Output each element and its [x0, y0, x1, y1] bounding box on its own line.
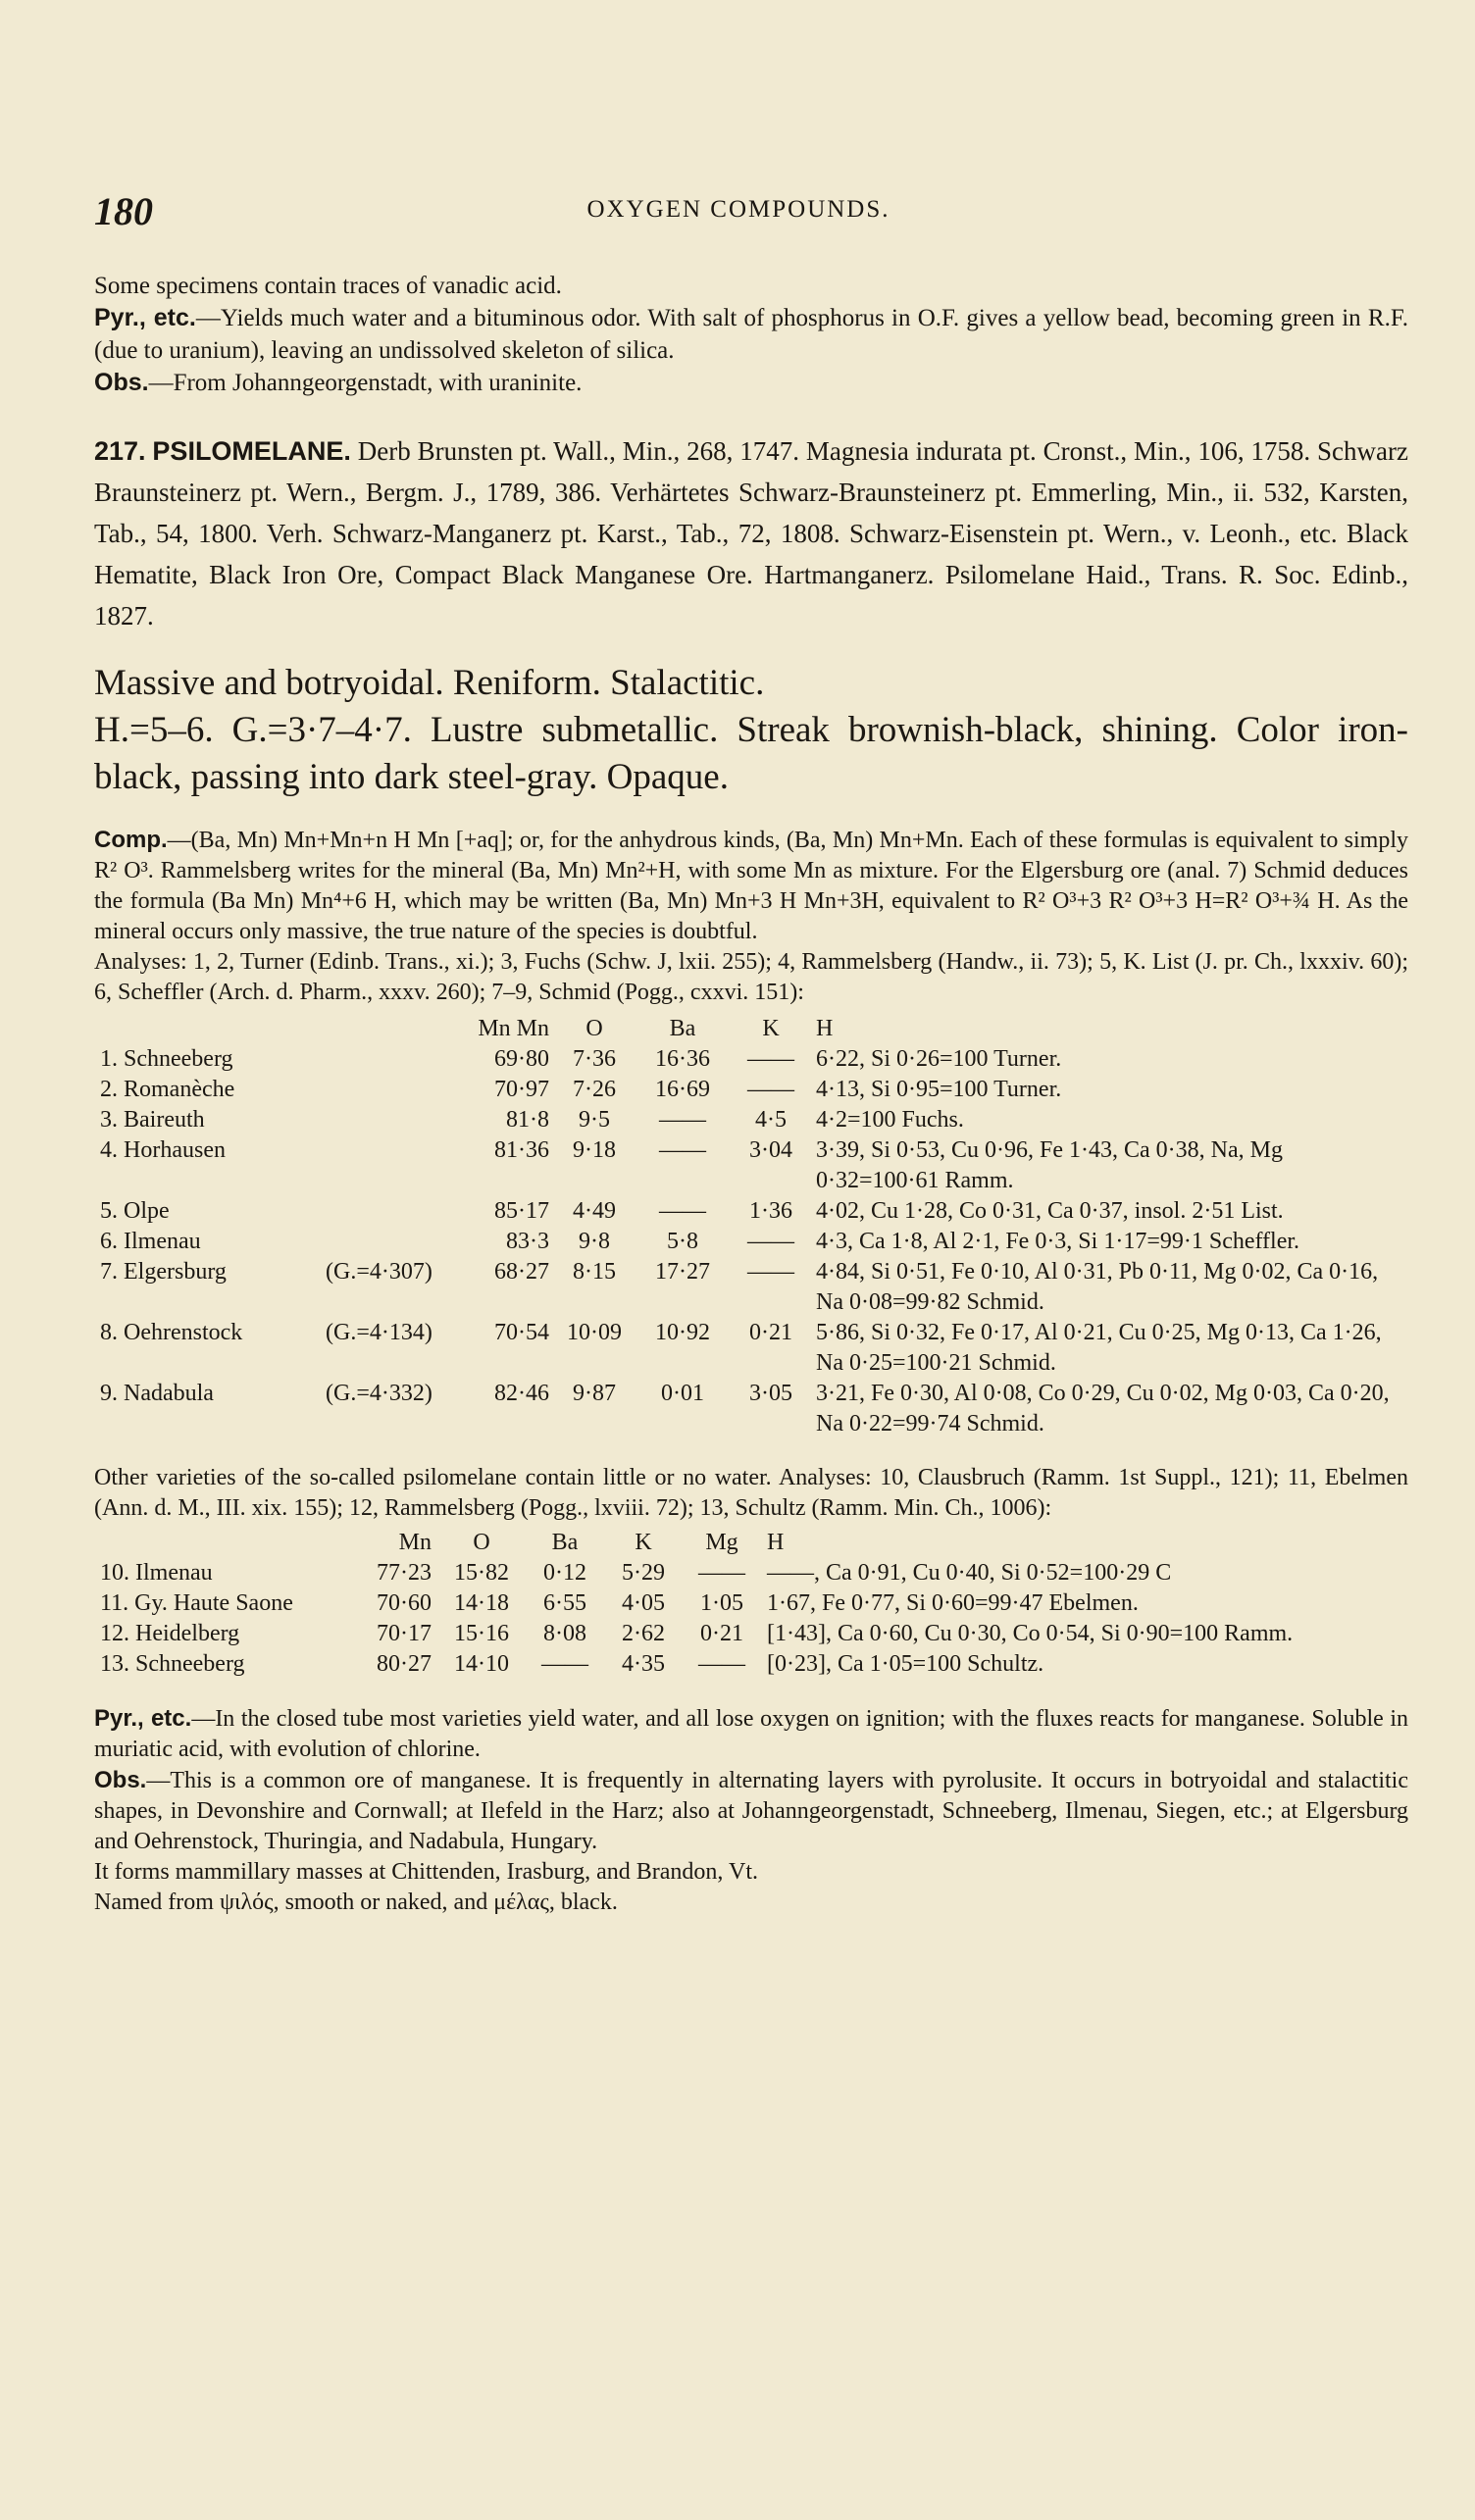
page-body [94, 270, 1408, 1918]
row-ba: 6·55 [543, 1590, 586, 1616]
row-ba: —— [541, 1651, 588, 1677]
row-k: 1·36 [749, 1198, 792, 1224]
row-rest: 6·22, Si 0·26=100 Turner. [816, 1046, 1062, 1072]
row-k: 3·04 [749, 1137, 792, 1163]
row-mn: 81·8 [506, 1107, 549, 1133]
row-locality: 11. Gy. Haute Saone [100, 1590, 293, 1616]
table-row [94, 1196, 1408, 1227]
page-header [65, 188, 1412, 247]
page-number: 180 [94, 189, 153, 233]
row-gravity [320, 1075, 467, 1105]
row-o: 15·16 [454, 1621, 509, 1646]
row-k: 5·29 [622, 1560, 665, 1586]
row-ba: —— [659, 1107, 706, 1133]
row-o: 15·82 [454, 1560, 509, 1586]
row-ba: 16·36 [655, 1046, 710, 1072]
composition-label: Comp. [94, 827, 168, 853]
row-k: 4·05 [622, 1590, 665, 1616]
row-rest: [0·23], Ca 1·05=100 Schultz. [767, 1651, 1044, 1677]
table-row [94, 1105, 1408, 1135]
row-ba: 8·08 [543, 1621, 586, 1646]
row-rest: 4·13, Si 0·95=100 Turner. [816, 1077, 1062, 1102]
species-synonymy: Derb Brunsten pt. Wall., Min., 268, 1747. Magnesia indurata pt. Cronst., Min., 106, 1758. Schwarz Braunsteinerz pt. Wern., Bergm. J., 1789, 386. Verhärtetes Schwarz-Braunsteinerz pt. Emmerling, Min., ii. 532, Karsten, Tab., 54, 1800. Verh. Schwarz-Manganerz pt. Karst., Tab., 72, 1808. Schwarz-Eisenstein pt. Wern., v. Leonh., etc. Black Hematite, Black Iron Ore, Compact Black Manganese Ore. Hartmanganerz. Psilomelane Haid., Trans. R. Soc. Edinb., 1827. [94, 436, 1408, 630]
row-locality: 1. Schneeberg [100, 1046, 233, 1072]
obs-label: Obs. [94, 1767, 147, 1793]
row-o: 14·18 [454, 1590, 509, 1616]
row-ba: 5·8 [667, 1229, 698, 1254]
analyses-table-1 [94, 1014, 1408, 1439]
prev-pyr-label: Pyr., etc. [94, 304, 196, 331]
row-gravity [320, 1135, 467, 1196]
col-header: K [635, 1530, 652, 1555]
prev-obs-text: —From Johanngeorgenstadt, with uraninite. [148, 370, 583, 396]
table-row [94, 1379, 1408, 1439]
row-rest: 4·84, Si 0·51, Fe 0·10, Al 0·31, Pb 0·11, Mg 0·02, Ca 0·16, Na 0·08=99·82 Schmid. [816, 1259, 1379, 1315]
row-locality: 12. Heidelberg [100, 1621, 240, 1646]
row-mn: 81·36 [494, 1137, 549, 1163]
row-mg: 1·05 [700, 1590, 743, 1616]
row-mn: 82·46 [494, 1381, 549, 1406]
row-locality: 4. Horhausen [100, 1137, 226, 1163]
row-gravity: (G.=4·307) [326, 1259, 432, 1285]
col-header: Ba [551, 1530, 579, 1555]
col-header: O [473, 1530, 490, 1555]
table2-header [94, 1528, 1408, 1558]
row-k: —— [747, 1046, 794, 1072]
row-rest: ——, Ca 0·91, Cu 0·40, Si 0·52=100·29 C [767, 1560, 1172, 1586]
row-locality: 9. Nadabula [100, 1381, 214, 1406]
col-header: O [585, 1016, 603, 1041]
prev-pyr-text: —Yields much water and a bituminous odor. With salt of phosphorus in O.F. gives a yellow bead, becoming green in R.F. (due to uranium), leaving an undissolved skeleton of silica. [94, 305, 1408, 364]
row-k: —— [747, 1229, 794, 1254]
row-mn: 83·3 [506, 1229, 549, 1254]
table-row [94, 1558, 1408, 1588]
row-ba: 17·27 [655, 1259, 710, 1285]
row-o: 4·49 [573, 1198, 616, 1224]
row-locality: 6. Ilmenau [100, 1229, 201, 1254]
table-row [94, 1227, 1408, 1257]
obs-line3: Named from ψιλός, smooth or naked, and μέλας, black. [94, 1890, 618, 1915]
row-mn: 85·17 [494, 1198, 549, 1224]
col-header: H [816, 1016, 834, 1041]
description-line2: H.=5–6. G.=3·7–4·7. Lustre submetallic. Streak brownish-black, shining. Color iron-black, passing into dark steel-gray. Opaque. [94, 710, 1408, 797]
row-mn: 70·54 [494, 1320, 549, 1345]
row-o: 14·10 [454, 1651, 509, 1677]
analyses-table-2 [94, 1528, 1408, 1680]
row-locality: 5. Olpe [100, 1198, 170, 1224]
row-o: 8·15 [573, 1259, 616, 1285]
other-varieties: Other varieties of the so-called psilomelane contain little or no water. Analyses: 10, Clausbruch (Ramm. 1st Suppl., 121); 11, Ebelmen (Ann. d. M., III. xix. 155); 12, Rammelsberg (Pogg., lxviii. 72); 13, Schultz (Ramm. Min. Ch., 1006): [94, 1465, 1408, 1521]
row-k: —— [747, 1259, 794, 1285]
row-gravity [320, 1196, 467, 1227]
row-rest: 4·2=100 Fuchs. [816, 1107, 964, 1133]
row-rest: 1·67, Fe 0·77, Si 0·60=99·47 Ebelmen. [767, 1590, 1139, 1616]
table-row [94, 1318, 1408, 1379]
obs-line2: It forms mammillary masses at Chittenden, Irasburg, and Brandon, Vt. [94, 1859, 758, 1885]
table-row [94, 1619, 1408, 1649]
row-o: 9·87 [573, 1381, 616, 1406]
row-gravity [320, 1227, 467, 1257]
row-locality: 10. Ilmenau [100, 1560, 213, 1586]
prev-pyr [94, 302, 1408, 367]
row-locality: 2. Romanèche [100, 1077, 235, 1102]
row-o: 7·36 [573, 1046, 616, 1072]
row-rest: [1·43], Ca 0·60, Cu 0·30, Co 0·54, Si 0·90=100 Ramm. [767, 1621, 1294, 1646]
row-locality: 3. Baireuth [100, 1107, 205, 1133]
row-ba: 0·01 [661, 1381, 704, 1406]
col-header: K [762, 1016, 780, 1041]
table-row [94, 1257, 1408, 1318]
running-title: OXYGEN COMPOUNDS. [586, 196, 890, 223]
row-mn: 77·23 [377, 1560, 432, 1586]
row-k: —— [747, 1077, 794, 1102]
species-number: 217. [94, 436, 146, 466]
row-rest: 3·39, Si 0·53, Cu 0·96, Fe 1·43, Ca 0·38, Na, Mg 0·32=100·61 Ramm. [816, 1137, 1283, 1193]
row-o: 10·09 [567, 1320, 622, 1345]
row-ba: 0·12 [543, 1560, 586, 1586]
row-gravity: (G.=4·134) [326, 1320, 432, 1345]
row-mn: 68·27 [494, 1259, 549, 1285]
obs-paragraph [94, 1765, 1408, 1857]
row-gravity [320, 1044, 467, 1075]
species-heading [94, 430, 1408, 636]
composition [94, 825, 1408, 947]
row-o: 9·18 [573, 1137, 616, 1163]
row-k: 0·21 [749, 1320, 792, 1345]
page [65, 0, 1412, 2520]
table-row [94, 1649, 1408, 1680]
composition-text: —(Ba, Mn) Mn+Mn+n H Mn [+aq]; or, for the anhydrous kinds, (Ba, Mn) Mn+Mn. Each of these formulas is equivalent to simply R² O³. Rammelsberg writes for the mineral (Ba, Mn) Mn²+H, with some Mn as mixture. For the Elgersburg ore (anal. 7) Schmid deduces the formula (Ba Mn) Mn⁴+6 H, which may be written (Ba, Mn) Mn+3 H Mn+3H, equivalent to R² O³+3 R² O³+3 H=R² O³+¾ H. As the mineral occurs only massive, the true nature of the species is doubtful. [94, 828, 1408, 944]
row-locality: 8. Oehrenstock [100, 1320, 243, 1345]
species-name: PSILOMELANE. [152, 436, 351, 466]
pyr-label: Pyr., etc. [94, 1705, 192, 1732]
row-o: 7·26 [573, 1077, 616, 1102]
analyses-intro: Analyses: 1, 2, Turner (Edinb. Trans., xi.); 3, Fuchs (Schw. J, lxii. 255); 4, Rammelsberg (Handw., ii. 73); 5, K. List (J. pr. Ch., lxxxiv. 60); 6, Scheffler (Arch. d. Pharm., xxxv. 260); 7–9, Schmid (Pogg., cxxvi. 151): [94, 949, 1408, 1005]
row-k: 4·35 [622, 1651, 665, 1677]
row-gravity: (G.=4·332) [326, 1381, 432, 1406]
row-k: 2·62 [622, 1621, 665, 1646]
table-row [94, 1044, 1408, 1075]
row-o: 9·8 [579, 1229, 610, 1254]
prev-obs [94, 367, 1408, 399]
row-mn: 70·60 [377, 1590, 432, 1616]
col-header: Mg [705, 1530, 738, 1555]
row-mn: 80·27 [377, 1651, 432, 1677]
table-row [94, 1135, 1408, 1196]
row-gravity [320, 1105, 467, 1135]
prev-line: Some specimens contain traces of vanadic acid. [94, 273, 562, 299]
prev-obs-label: Obs. [94, 369, 149, 396]
col-header: Mn [398, 1530, 432, 1555]
pyr-paragraph [94, 1703, 1408, 1765]
row-k: 4·5 [755, 1107, 787, 1133]
table-row [94, 1075, 1408, 1105]
row-ba: —— [659, 1198, 706, 1224]
pyr-text: —In the closed tube most varieties yield water, and all lose oxygen on ignition; with the fluxes reacts for manganese. Soluble in muriatic acid, with evolution of chlorine. [94, 1706, 1409, 1762]
row-ba: 10·92 [655, 1320, 710, 1345]
description-line1: Massive and botryoidal. Reniform. Stalactitic. [94, 663, 765, 703]
col-header: H [767, 1530, 785, 1555]
row-rest: 4·3, Ca 1·8, Al 2·1, Fe 0·3, Si 1·17=99·1 Scheffler. [816, 1229, 1300, 1254]
row-k: 3·05 [749, 1381, 792, 1406]
row-locality: 7. Elgersburg [100, 1259, 227, 1285]
table1-header [94, 1014, 1408, 1044]
obs-text: —This is a common ore of manganese. It is frequently in alternating layers with pyrolusite. It occurs in botryoidal and stalactitic shapes, in Devonshire and Cornwall; at Ilefeld in the Harz; also at Johanngeorgenstadt, Schneeberg, Ilmenau, Siegen, etc.; at Elgersburg and Oehrenstock, Thuringia, and Nadabula, Hungary. [94, 1768, 1408, 1854]
row-rest: 5·86, Si 0·32, Fe 0·17, Al 0·21, Cu 0·25, Mg 0·13, Ca 1·26, Na 0·25=100·21 Schmid. [816, 1320, 1382, 1376]
row-locality: 13. Schneeberg [100, 1651, 245, 1677]
row-ba: 16·69 [655, 1077, 710, 1102]
row-mg: —— [698, 1560, 745, 1586]
col-header: Ba [669, 1016, 696, 1041]
row-mn: 69·80 [494, 1046, 549, 1072]
row-rest: 4·02, Cu 1·28, Co 0·31, Ca 0·37, insol. 2·51 List. [816, 1198, 1284, 1224]
row-o: 9·5 [579, 1107, 610, 1133]
row-ba: —— [659, 1137, 706, 1163]
row-rest: 3·21, Fe 0·30, Al 0·08, Co 0·29, Cu 0·02, Mg 0·03, Ca 0·20, Na 0·22=99·74 Schmid. [816, 1381, 1390, 1436]
col-header: Mn Mn [478, 1016, 549, 1041]
row-mn: 70·97 [494, 1077, 549, 1102]
row-mn: 70·17 [377, 1621, 432, 1646]
row-mg: 0·21 [700, 1621, 743, 1646]
table-row [94, 1588, 1408, 1619]
row-mg: —— [698, 1651, 745, 1677]
